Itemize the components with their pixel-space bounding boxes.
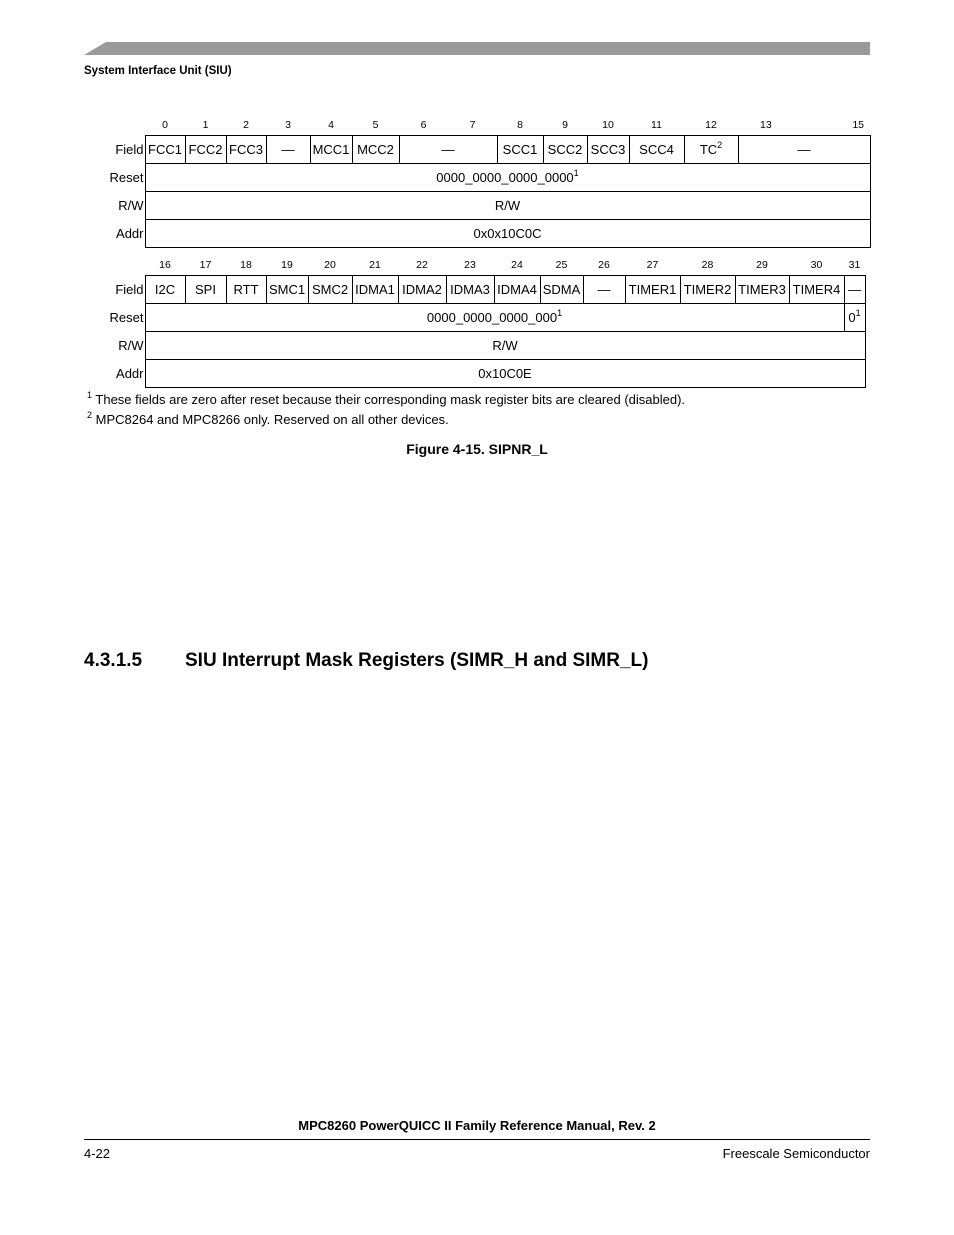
footer-rule <box>84 1139 870 1140</box>
field-cell: SMC1 <box>266 276 308 304</box>
field-cell: RTT <box>226 276 266 304</box>
rw-value: R/W <box>145 192 870 220</box>
publisher: Freescale Semiconductor <box>722 1146 870 1161</box>
field-cell: FCC2 <box>185 136 226 164</box>
reset-last-cell <box>844 304 865 332</box>
footnote-2 <box>87 409 449 427</box>
field-cell: SPI <box>185 276 226 304</box>
bit-number: 16 <box>159 259 171 271</box>
bit-number: 8 <box>517 119 523 131</box>
bit-number-pair <box>738 115 870 136</box>
field-cell: IDMA3 <box>446 276 494 304</box>
bit-number: 24 <box>511 259 523 271</box>
bit-number: 22 <box>416 259 428 271</box>
addr-value: 0x10C0E <box>145 360 865 388</box>
field-cell: TIMER4 <box>789 276 844 304</box>
field-cell: SMC2 <box>308 276 352 304</box>
bit-number: 4 <box>328 119 334 131</box>
bit-number: 5 <box>372 119 379 131</box>
footnote-ref: 1 <box>573 167 579 178</box>
field-cell: TIMER1 <box>625 276 680 304</box>
footer-title: MPC8260 PowerQUICC II Family Reference Manual, Rev. 2 <box>298 1118 656 1133</box>
running-header: System Interface Unit (SIU) <box>84 65 232 77</box>
bit-number-pair <box>399 115 497 136</box>
field-cell: SCC3 <box>587 136 629 164</box>
row-label-addr: Addr <box>116 366 144 381</box>
row-label-rw: R/W <box>118 338 144 353</box>
field-cell: — <box>266 136 310 164</box>
footnote-ref: 2 <box>717 139 723 150</box>
bit-number: 18 <box>240 259 252 271</box>
bit-number: 17 <box>199 259 212 271</box>
figure-caption: Figure 4-15. SIPNR_L <box>406 441 548 457</box>
reset-value-cell <box>145 304 844 332</box>
field-cell: SCC2 <box>543 136 587 164</box>
row-label-reset: Reset <box>109 310 144 325</box>
page-number: 4-22 <box>84 1146 111 1161</box>
bit-number: 15 <box>852 119 864 131</box>
bit-number: 21 <box>369 259 381 271</box>
bit-number: 11 <box>651 119 662 131</box>
bit-number: 23 <box>464 259 476 271</box>
bit-number: 31 <box>848 259 861 271</box>
bit-number: 13 <box>760 119 772 131</box>
bit-number: 7 <box>469 119 476 131</box>
field-cell: IDMA1 <box>352 276 398 304</box>
field-cell: SCC4 <box>629 136 684 164</box>
row-label-reset: Reset <box>109 170 144 185</box>
reset-value-cell <box>145 164 870 192</box>
bit-number: 10 <box>602 119 614 131</box>
footnote-mark: 1 <box>87 389 93 400</box>
section-title: SIU Interrupt Mask Registers (SIMR_H and SIMR_L) <box>185 650 649 671</box>
row-label-field: Field <box>115 282 144 297</box>
reset-value: 0000_0000_0000_0000 <box>436 170 574 185</box>
field-cell: — <box>399 136 497 164</box>
field-cell: — <box>844 276 865 304</box>
field-cell: MCC2 <box>352 136 399 164</box>
bit-number: 26 <box>598 259 610 271</box>
footnote-1 <box>87 389 686 407</box>
footnote-text: These fields are zero after reset because their corresponding mask register bits are cleared (disabled). <box>95 392 686 407</box>
field-cell: TIMER3 <box>735 276 789 304</box>
footnote-text: MPC8264 and MPC8266 only. Reserved on all other devices. <box>95 412 449 427</box>
bit-number: 6 <box>420 119 427 131</box>
bit-number: 3 <box>285 119 291 131</box>
field-cell: TC <box>699 142 718 157</box>
field-cell: MCC1 <box>310 136 352 164</box>
footnote-mark: 2 <box>87 409 93 420</box>
register-table-lower <box>83 255 866 388</box>
bit-number: 20 <box>324 259 336 271</box>
footnote-ref: 1 <box>557 307 563 318</box>
field-cell-tc <box>684 136 738 164</box>
reset-value: 0000_0000_0000_000 <box>426 310 558 325</box>
field-cell: — <box>738 136 870 164</box>
bit-number: 9 <box>562 119 568 131</box>
row-label-addr: Addr <box>116 226 144 241</box>
register-table-upper <box>83 115 871 248</box>
bit-number: 0 <box>162 119 168 131</box>
addr-value: 0x0x10C0C <box>145 220 870 248</box>
bit-number: 27 <box>646 259 659 271</box>
section-heading <box>84 650 648 672</box>
bit-number: 30 <box>810 259 823 271</box>
bit-number: 2 <box>243 119 249 131</box>
field-cell: TIMER2 <box>680 276 735 304</box>
section-number: 4.3.1.5 <box>84 650 143 671</box>
field-cell: FCC1 <box>145 136 185 164</box>
bit-number: 19 <box>281 259 293 271</box>
bit-number: 12 <box>705 119 717 131</box>
field-cell: IDMA4 <box>494 276 540 304</box>
field-cell: FCC3 <box>226 136 266 164</box>
bit-number: 1 <box>202 119 209 131</box>
field-cell: SDMA <box>540 276 583 304</box>
bit-number: 28 <box>701 259 714 271</box>
rw-value: R/W <box>145 332 865 360</box>
reset-last-value: 0 <box>848 310 856 325</box>
field-cell: SCC1 <box>497 136 543 164</box>
footnote-ref: 1 <box>855 307 861 318</box>
header-bar <box>84 42 870 55</box>
field-cell: — <box>583 276 625 304</box>
bit-number: 29 <box>756 259 768 271</box>
row-label-field: Field <box>115 142 144 157</box>
field-cell: IDMA2 <box>398 276 446 304</box>
bit-number: 25 <box>555 259 568 271</box>
field-cell: I2C <box>145 276 185 304</box>
row-label-rw: R/W <box>118 198 144 213</box>
